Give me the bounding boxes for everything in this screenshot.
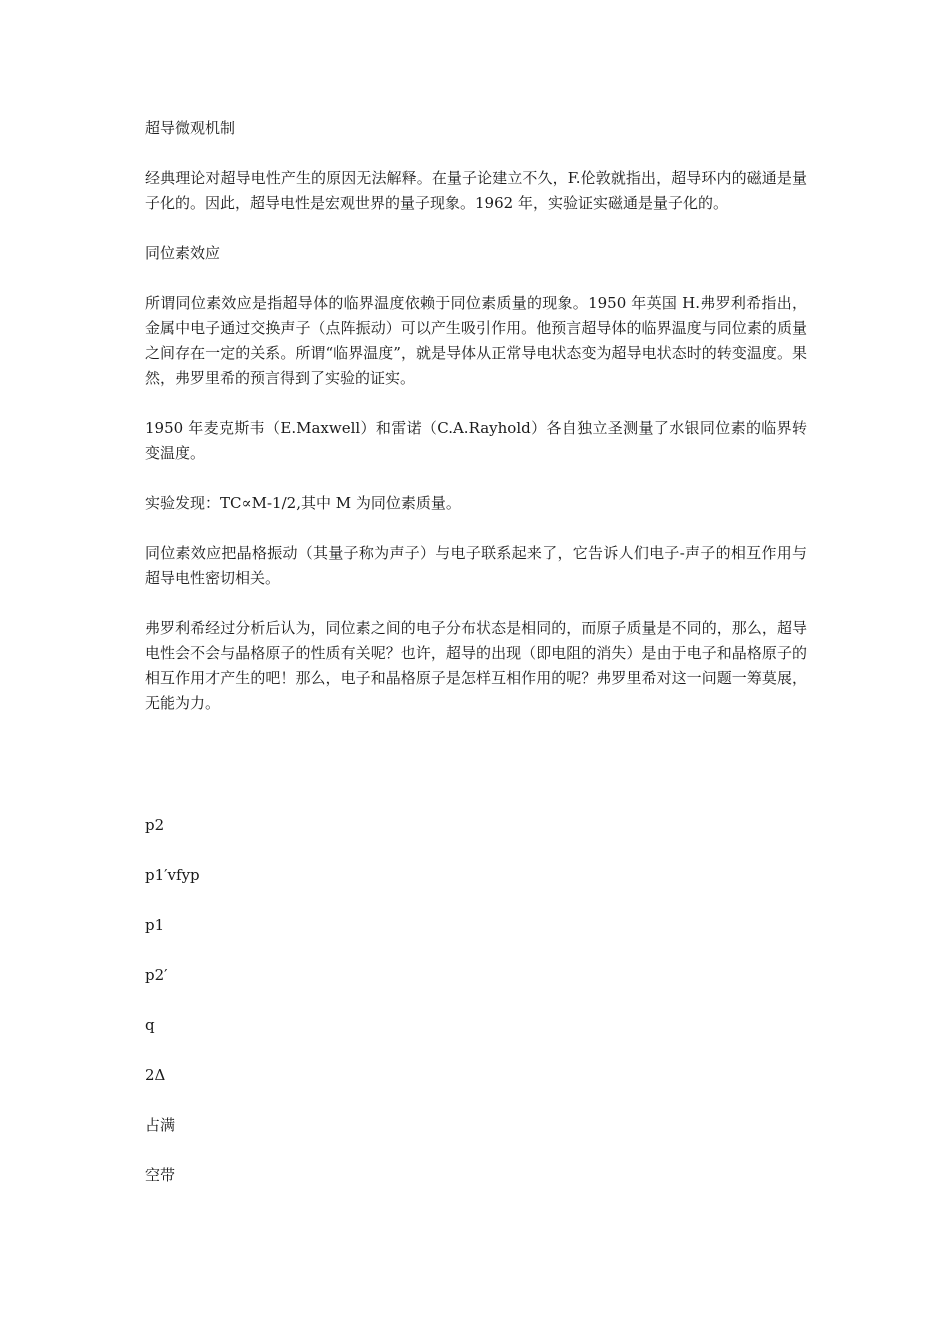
page-title: 超导微观机制 [145,119,236,137]
figure-label: 占满 [145,1116,176,1134]
paragraph: 弗罗利希经过分析后认为，同位素之间的电子分布状态是相同的，而原子质量是不同的，那么，超导电性会不会与晶格原子的性质有关呢？也许，超导的出现（即电阻的消失）是由于电子和晶格原子的相互作用才产生的吧！那么，电子和晶格原子是怎样互相作用的呢？弗罗里希对这一问题一筹莫展，无能为力。 [145,619,807,712]
figure-label: p1′vfyp [145,866,200,884]
paragraph: 同位素效应把晶格振动（其量子称为声子）与电子联系起来了，它告诉人们电子-声子的相互作用与超导电性密切相关。 [145,544,807,587]
figure-label: 空带 [145,1166,176,1184]
document-body [145,116,807,741]
paragraph: 经典理论对超导电性产生的原因无法解释。在量子论建立不久，F.伦敦就指出，超导环内的磁通是量子化的。因此，超导电性是宏观世界的量子现象。1962 年，实验证实磁通是量子化的。 [145,169,807,212]
paragraph: 实验发现：TC∝M-1/2,其中 M 为同位素质量。 [145,494,461,512]
section-heading: 同位素效应 [145,244,221,262]
paragraph: 所谓同位素效应是指超导体的临界温度依赖于同位素质量的现象。1950 年英国 H.弗罗利希指出，金属中电子通过交换声子（点阵振动）可以产生吸引作用。他预言超导体的临界温度与同位素的质量之间存在一定的关系。所谓“临界温度”，就是导体从正常导电状态变为超导电状态时的转变温度。果然，弗罗里希的预言得到了实验的证实。 [145,294,807,387]
figure-label: p2′ [145,966,168,984]
figure-label: q [145,1016,155,1034]
paragraph: 1950 年麦克斯韦（E.Maxwell）和雷诺（C.A.Rayhold）各自独立圣测量了水银同位素的临界转变温度。 [145,419,807,462]
figure-label: p2 [145,816,165,834]
figure-label: 2Δ [145,1066,166,1084]
figure-label: p1 [145,916,165,934]
figure-labels [145,813,200,1213]
